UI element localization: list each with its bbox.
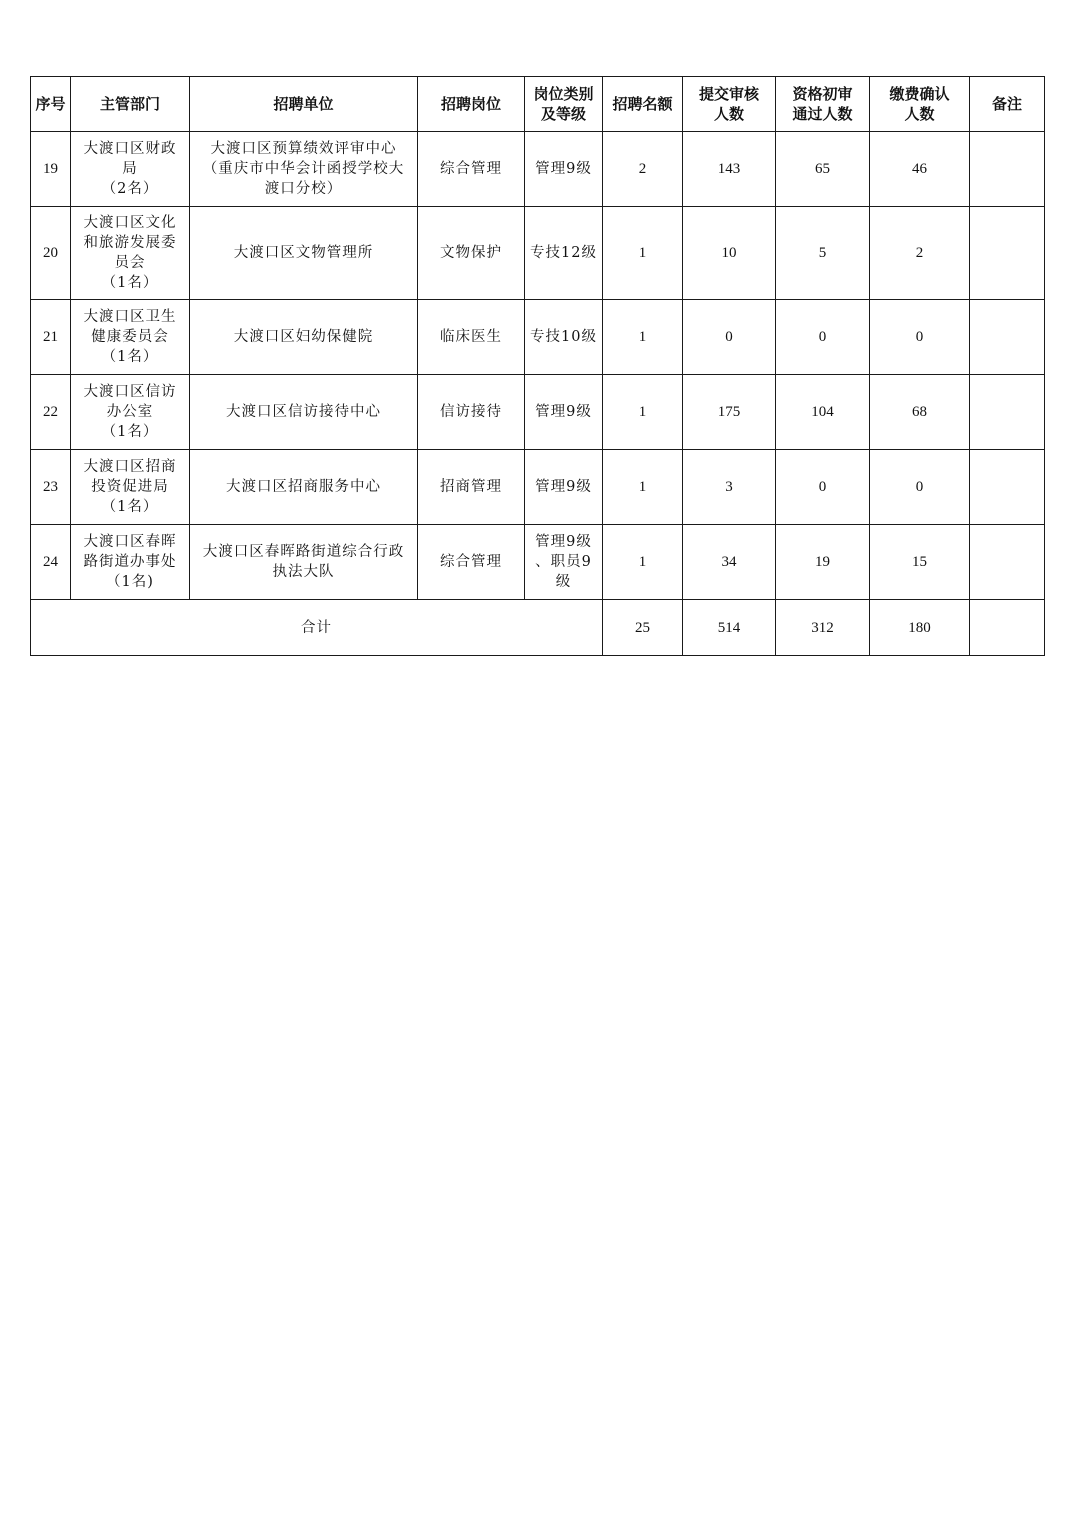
cell-dept: 大渡口区信访 办公室 （1名） [71, 375, 190, 450]
cell-remark [970, 132, 1045, 207]
cell-unit: 大渡口区文物管理所 [190, 207, 418, 300]
cell-paid: 68 [870, 375, 970, 450]
header-quota: 招聘名额 [603, 77, 683, 132]
cell-passed: 0 [776, 450, 870, 525]
cell-passed: 65 [776, 132, 870, 207]
cell-seq: 20 [31, 207, 71, 300]
cell-submitted: 34 [683, 525, 776, 600]
header-remark: 备注 [970, 77, 1045, 132]
cell-quota: 1 [603, 207, 683, 300]
table-row [31, 375, 1045, 450]
cell-passed: 5 [776, 207, 870, 300]
table-row [31, 132, 1045, 207]
cell-submitted: 3 [683, 450, 776, 525]
header-grade: 岗位类别 及等级 [525, 77, 603, 132]
cell-paid: 0 [870, 450, 970, 525]
total-row [31, 600, 1045, 656]
total-remark [970, 600, 1045, 656]
cell-passed: 19 [776, 525, 870, 600]
cell-post: 文物保护 [418, 207, 525, 300]
recruitment-summary-table [30, 76, 1045, 656]
total-submitted: 514 [683, 600, 776, 656]
cell-dept: 大渡口区招商 投资促进局 （1名） [71, 450, 190, 525]
header-dept: 主管部门 [71, 77, 190, 132]
cell-remark [970, 525, 1045, 600]
cell-unit: 大渡口区信访接待中心 [190, 375, 418, 450]
header-passed: 资格初审 通过人数 [776, 77, 870, 132]
table-row [31, 525, 1045, 600]
cell-seq: 21 [31, 300, 71, 375]
total-paid: 180 [870, 600, 970, 656]
cell-grade: 管理9级 [525, 450, 603, 525]
cell-submitted: 143 [683, 132, 776, 207]
cell-seq: 23 [31, 450, 71, 525]
cell-passed: 0 [776, 300, 870, 375]
header-post: 招聘岗位 [418, 77, 525, 132]
cell-quota: 1 [603, 450, 683, 525]
cell-submitted: 10 [683, 207, 776, 300]
table-row [31, 300, 1045, 375]
cell-quota: 1 [603, 300, 683, 375]
cell-submitted: 175 [683, 375, 776, 450]
cell-post: 综合管理 [418, 132, 525, 207]
header-submitted: 提交审核 人数 [683, 77, 776, 132]
cell-dept: 大渡口区文化 和旅游发展委 员会 （1名） [71, 207, 190, 300]
cell-paid: 15 [870, 525, 970, 600]
cell-remark [970, 300, 1045, 375]
header-unit: 招聘单位 [190, 77, 418, 132]
cell-passed: 104 [776, 375, 870, 450]
cell-unit: 大渡口区妇幼保健院 [190, 300, 418, 375]
total-label: 合计 [31, 600, 603, 656]
cell-dept: 大渡口区春晖 路街道办事处 （1名) [71, 525, 190, 600]
cell-seq: 19 [31, 132, 71, 207]
cell-post: 临床医生 [418, 300, 525, 375]
cell-dept: 大渡口区卫生 健康委员会 （1名） [71, 300, 190, 375]
header-seq: 序号 [31, 77, 71, 132]
table-row [31, 450, 1045, 525]
cell-seq: 22 [31, 375, 71, 450]
cell-dept: 大渡口区财政 局 （2名） [71, 132, 190, 207]
total-quota: 25 [603, 600, 683, 656]
cell-paid: 46 [870, 132, 970, 207]
cell-post: 信访接待 [418, 375, 525, 450]
header-paid: 缴费确认 人数 [870, 77, 970, 132]
cell-quota: 1 [603, 375, 683, 450]
table-row [31, 207, 1045, 300]
cell-paid: 0 [870, 300, 970, 375]
cell-grade: 专技10级 [525, 300, 603, 375]
header-row [31, 77, 1045, 132]
cell-grade: 专技12级 [525, 207, 603, 300]
cell-grade: 管理9级 [525, 375, 603, 450]
cell-remark [970, 207, 1045, 300]
cell-submitted: 0 [683, 300, 776, 375]
cell-grade: 管理9级 、职员9 级 [525, 525, 603, 600]
cell-remark [970, 375, 1045, 450]
cell-paid: 2 [870, 207, 970, 300]
cell-post: 招商管理 [418, 450, 525, 525]
cell-seq: 24 [31, 525, 71, 600]
cell-unit: 大渡口区招商服务中心 [190, 450, 418, 525]
cell-post: 综合管理 [418, 525, 525, 600]
total-passed: 312 [776, 600, 870, 656]
cell-quota: 1 [603, 525, 683, 600]
cell-unit: 大渡口区春晖路街道综合行政 执法大队 [190, 525, 418, 600]
cell-quota: 2 [603, 132, 683, 207]
cell-unit: 大渡口区预算绩效评审中心 （重庆市中华会计函授学校大 渡口分校） [190, 132, 418, 207]
cell-grade: 管理9级 [525, 132, 603, 207]
cell-remark [970, 450, 1045, 525]
